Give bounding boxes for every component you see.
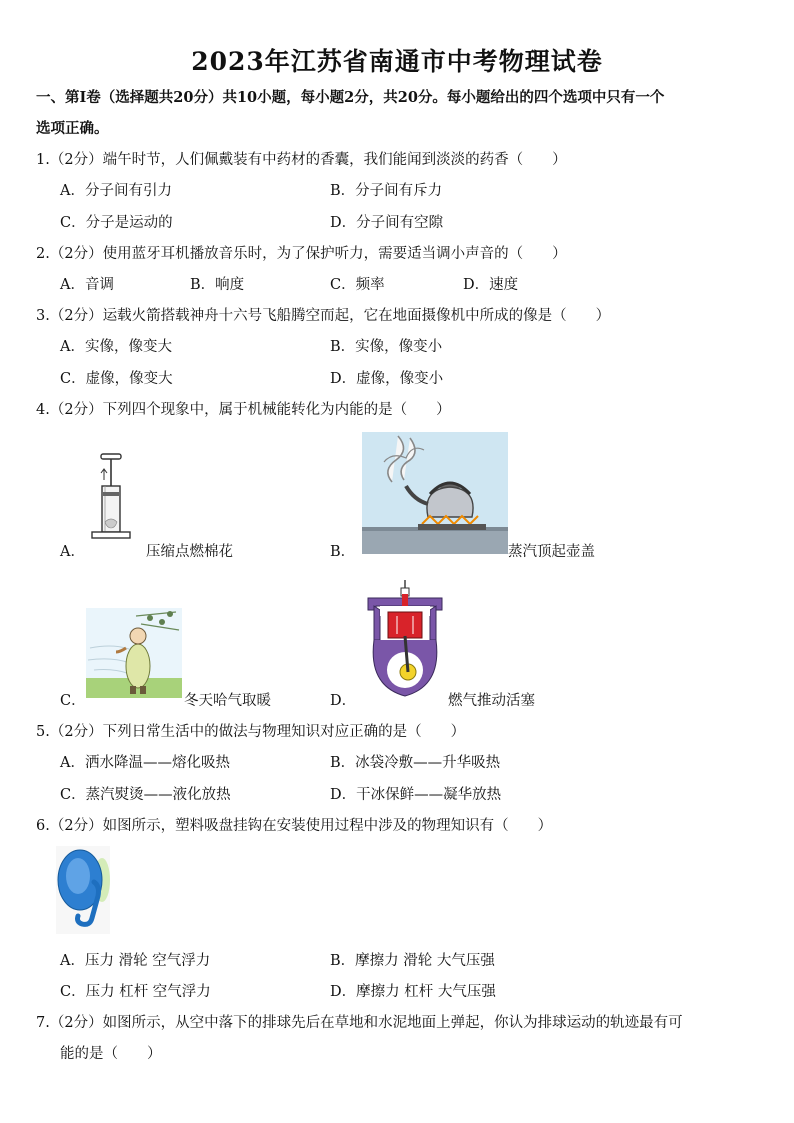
- question-stem: 使用蓝牙耳机播放音乐时，为了保护听力，需要适当调小声音的（ ）: [102, 246, 567, 262]
- question-number: 4.: [36, 402, 50, 418]
- question-number: 5.: [36, 724, 50, 740]
- option-b: B．摩擦力 滑轮 大气压强: [330, 953, 495, 969]
- option-c: C．频率: [330, 277, 385, 293]
- option-d: D．虚像，像变小: [330, 371, 444, 387]
- page-title: 2023年江苏省南通市中考物理试卷: [191, 47, 603, 76]
- option-c: C．压力 杠杆 空气浮力: [60, 984, 211, 1000]
- option-a: A．分子间有引力: [60, 183, 172, 199]
- question-stem: 运载火箭搭载神舟十六号飞船腾空而起，它在地面摄像机中所成的像是（ ）: [102, 308, 611, 324]
- question-stem: 如图所示，从空中落下的排球先后在草地和水泥地面上弹起，你认为排球运动的轨迹最有可: [102, 1015, 683, 1031]
- question-score: （2分）: [49, 402, 103, 418]
- question-6: [36, 814, 552, 835]
- engine-piston-image: [364, 578, 446, 700]
- question-5: [36, 720, 465, 741]
- question-score: （2分）: [49, 246, 103, 262]
- option-d: D．速度: [463, 277, 519, 293]
- option-a: A．压力 滑轮 空气浮力: [60, 953, 211, 969]
- question-stem: 端午时节，人们佩戴装有中药材的香囊，我们能闻到淡淡的药香（ ）: [102, 152, 567, 168]
- option-d-caption: 燃气推动活塞: [448, 693, 535, 709]
- option-d: D．摩擦力 杠杆 大气压强: [330, 984, 496, 1000]
- question-number: 1.: [36, 152, 50, 168]
- winter-breath-image: [86, 608, 182, 698]
- question-4: [36, 398, 451, 419]
- question-1: [36, 148, 567, 169]
- option-d: D．干冰保鲜——凝华放热: [330, 787, 502, 803]
- option-a-letter: A．: [60, 544, 85, 560]
- question-score: （2分）: [49, 308, 103, 324]
- option-a-caption: 压缩点燃棉花: [146, 544, 233, 560]
- question-number: 2.: [36, 246, 50, 262]
- question-number: 7.: [36, 1015, 50, 1031]
- kettle-steam-image: [362, 432, 508, 554]
- suction-cup-hook-image: [56, 846, 110, 934]
- option-b-letter: B．: [330, 544, 356, 560]
- question-2: [36, 242, 567, 263]
- option-c-letter: C．: [60, 693, 86, 709]
- option-b-caption: 蒸汽顶起壶盖: [508, 544, 595, 560]
- question-score: （2分）: [49, 1015, 103, 1031]
- option-c: C．蒸汽熨烫——液化放热: [60, 787, 231, 803]
- section-header: [36, 82, 766, 144]
- question-stem: 如图所示，塑料吸盘挂钩在安装使用过程中涉及的物理知识有（ ）: [102, 818, 553, 834]
- question-number: 6.: [36, 818, 50, 834]
- question-stem: 下列四个现象中，属于机械能转化为内能的是（ ）: [102, 402, 451, 418]
- option-a: A．洒水降温——熔化吸热: [60, 755, 230, 771]
- option-b: B．冰袋冷敷——升华吸热: [330, 755, 501, 771]
- section-header-line1: 一、第Ⅰ卷（选择题共20分）共10小题，每小题2分，共20分。每小题给出的四个选项中只有一个: [36, 89, 665, 106]
- option-b: B．响度: [190, 277, 245, 293]
- option-c: C．虚像，像变大: [60, 371, 173, 387]
- option-b: B．分子间有斥力: [330, 183, 443, 199]
- question-7-stem-continued: 能的是（ ）: [60, 1046, 162, 1062]
- question-score: （2分）: [49, 818, 103, 834]
- question-score: （2分）: [49, 152, 103, 168]
- option-b: B．实像，像变小: [330, 339, 443, 355]
- question-7: [36, 1011, 683, 1032]
- fire-piston-image: [88, 452, 134, 544]
- section-header-line2: 选项正确。: [36, 120, 109, 137]
- question-score: （2分）: [49, 724, 103, 740]
- question-number: 3.: [36, 308, 50, 324]
- option-a: A．实像，像变大: [60, 339, 172, 355]
- option-c-caption: 冬天哈气取暖: [184, 693, 271, 709]
- question-stem: 下列日常生活中的做法与物理知识对应正确的是（ ）: [102, 724, 466, 740]
- option-c: C．分子是运动的: [60, 215, 173, 231]
- option-d-letter: D．: [330, 693, 357, 709]
- option-d: D．分子间有空隙: [330, 215, 444, 231]
- question-3: [36, 304, 610, 325]
- option-a: A．音调: [60, 277, 114, 293]
